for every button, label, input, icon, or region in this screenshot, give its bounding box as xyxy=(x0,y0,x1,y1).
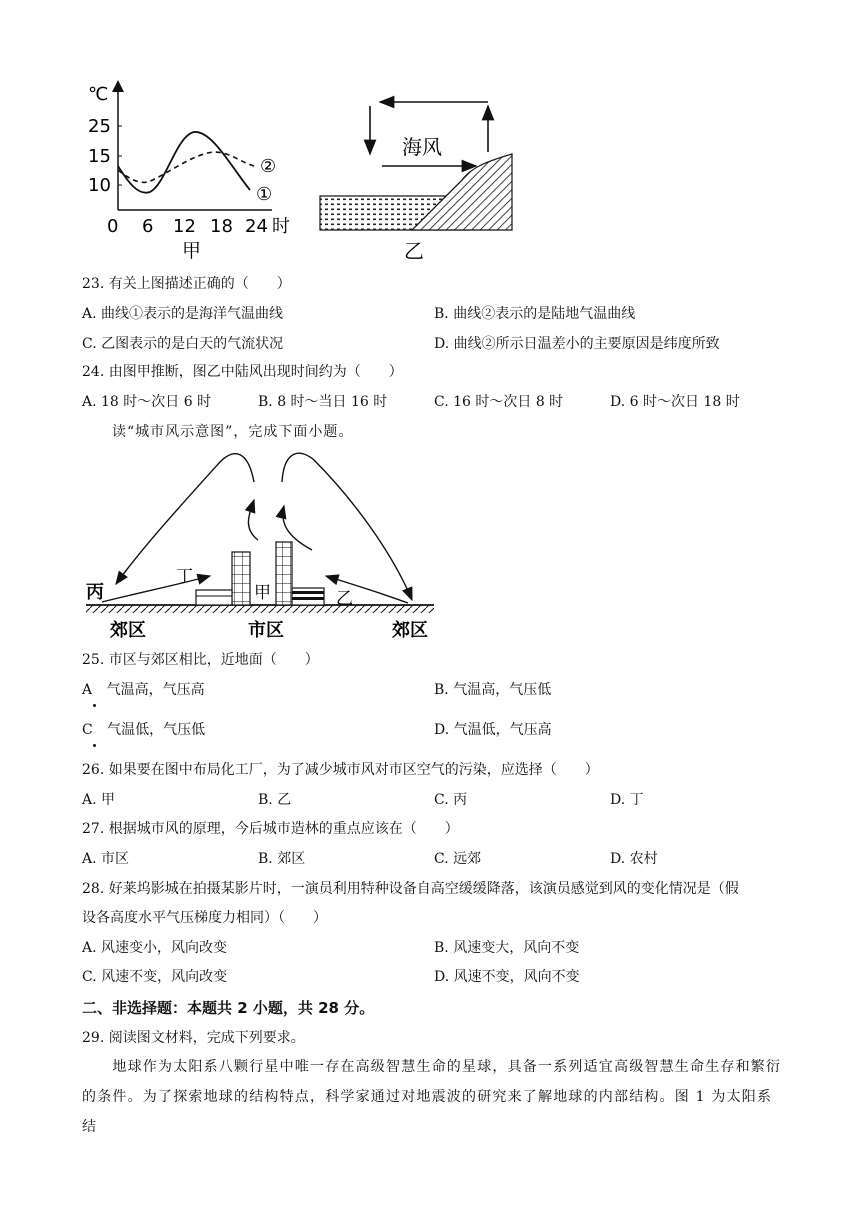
label-suburb-right: 郊区 xyxy=(392,620,428,641)
q23-option-b[interactable]: B. 曲线②表示的是陆地气温曲线 xyxy=(434,306,636,322)
x-tick-24: 24 xyxy=(245,216,268,237)
label-suburb-left: 郊区 xyxy=(110,620,146,641)
figure-yi-sea-breeze xyxy=(312,92,522,264)
q25-option-a[interactable] xyxy=(82,680,205,700)
q25-option-c-text: 气温低，气压低 xyxy=(107,722,206,738)
q28-option-c[interactable]: C. 风速不变，风向改变 xyxy=(82,969,228,985)
q27-option-a[interactable]: A. 市区 xyxy=(82,851,130,867)
figure-jia-caption: 甲 xyxy=(182,240,202,262)
q28-stem-line2: 设各高度水平气压梯度力相同）（ ） xyxy=(82,910,327,926)
y-tick-10: 10 xyxy=(88,175,111,196)
figure-yi-caption: 乙 xyxy=(404,239,424,263)
ground-hatch xyxy=(86,605,434,613)
q29-paragraph: 地球作为太阳系八颗行星中唯一存在高级智慧生命的星球，具备一系列适宜高级智慧生命生存和繁衍的条件。为了探索地球的结构特点，科学家通过对地震波的研究来了解地球的内部结构。图 1 为太阳系结 xyxy=(82,1059,782,1135)
building-right-low xyxy=(292,588,324,605)
q25-option-a-dot xyxy=(93,704,96,707)
x-tick-18: 18 xyxy=(210,216,233,237)
q28-stem-line1: 28. 好莱坞影城在拍摄某影片时，一演员利用特种设备自高空缓缓降落，该演员感觉到风的变化情况是（假 xyxy=(82,881,739,897)
q24-stem: 24. 由图甲推断，图乙中陆风出现时间约为（ ） xyxy=(82,364,403,380)
label-ding: 丁 xyxy=(176,567,193,587)
label-jia: 甲 xyxy=(254,583,271,603)
q24-option-c[interactable]: C. 16 时～次日 8 时 xyxy=(434,394,564,410)
sea-breeze-label: 海风 xyxy=(402,135,442,159)
q25-stem: 25. 市区与郊区相比，近地面（ ） xyxy=(82,652,319,668)
label-city: 市区 xyxy=(248,620,284,641)
q27-option-b[interactable]: B. 郊区 xyxy=(258,851,306,867)
building-left-tall xyxy=(232,552,250,605)
q25-option-d[interactable]: D. 气温低，气压高 xyxy=(434,722,552,738)
q26-option-c[interactable]: C. 丙 xyxy=(434,792,468,808)
q26-option-d[interactable]: D. 丁 xyxy=(610,792,644,808)
q28-option-a[interactable]: A. 风速变小，风向改变 xyxy=(82,940,228,956)
q26-stem: 26. 如果要在图中布局化工厂，为了减少城市风对市区空气的污染，应选择（ ） xyxy=(82,762,599,778)
q26-option-a[interactable]: A. 甲 xyxy=(82,792,116,808)
q25-option-a-letter: A xyxy=(82,682,93,698)
building-right-tall xyxy=(276,542,292,605)
q28-option-d[interactable]: D. 风速不变，风向不变 xyxy=(434,969,580,985)
q26-option-b[interactable]: B. 乙 xyxy=(258,792,292,808)
label-yi: 乙 xyxy=(336,589,353,609)
q25-option-c-letter: C xyxy=(82,722,93,738)
section-2-heading: 二、非选择题：本题共 2 小题，共 28 分。 xyxy=(82,999,375,1017)
arrow-up-left xyxy=(248,500,258,540)
intro-city-wind: 读“城市风示意图”，完成下面小题。 xyxy=(112,424,354,440)
x-tick-0: 0 xyxy=(107,216,119,237)
label-bing: 丙 xyxy=(86,582,104,603)
q23-stem: 23. 有关上图描述正确的（ ） xyxy=(82,276,291,292)
x-unit: 时 xyxy=(272,216,290,237)
arrow-outflow-right xyxy=(282,453,412,600)
q23-option-a[interactable]: A. 曲线①表示的是海洋气温曲线 xyxy=(82,306,284,322)
q27-option-c[interactable]: C. 远郊 xyxy=(434,851,482,867)
q23-option-c[interactable]: C. 乙图表示的是白天的气流状况 xyxy=(82,336,284,352)
q27-option-d[interactable]: D. 农村 xyxy=(610,851,658,867)
q28-option-b[interactable]: B. 风速变大，风向不变 xyxy=(434,940,580,956)
q25-option-a-text: 气温高，气压高 xyxy=(106,682,205,698)
y-unit: ℃ xyxy=(88,84,109,105)
figure-jia-temperature-chart xyxy=(82,80,302,265)
q27-stem: 27. 根据城市风的原理，今后城市造林的重点应该在（ ） xyxy=(82,821,459,837)
q23-option-d[interactable]: D. 曲线②所示日温差小的主要原因是纬度所致 xyxy=(434,336,720,352)
figure-city-wind xyxy=(82,448,442,644)
x-tick-6: 6 xyxy=(142,216,154,237)
q24-option-a[interactable]: A. 18 时～次日 6 时 xyxy=(82,394,212,410)
q25-option-b[interactable]: B. 气温高，气压低 xyxy=(434,682,552,698)
y-tick-25: 25 xyxy=(88,116,111,137)
q24-option-b[interactable]: B. 8 时～当日 16 时 xyxy=(258,394,388,410)
curve-1-label: ① xyxy=(256,184,273,205)
q24-option-d[interactable]: D. 6 时～次日 18 时 xyxy=(610,394,740,410)
y-tick-15: 15 xyxy=(88,146,111,167)
curve-2-label: ② xyxy=(260,156,277,177)
q29-stem: 29. 阅读图文材料，完成下列要求。 xyxy=(82,1030,305,1046)
x-tick-12: 12 xyxy=(173,216,196,237)
q25-option-c[interactable] xyxy=(82,720,205,740)
q25-option-c-dot xyxy=(93,744,96,747)
building-left-low xyxy=(196,590,232,605)
